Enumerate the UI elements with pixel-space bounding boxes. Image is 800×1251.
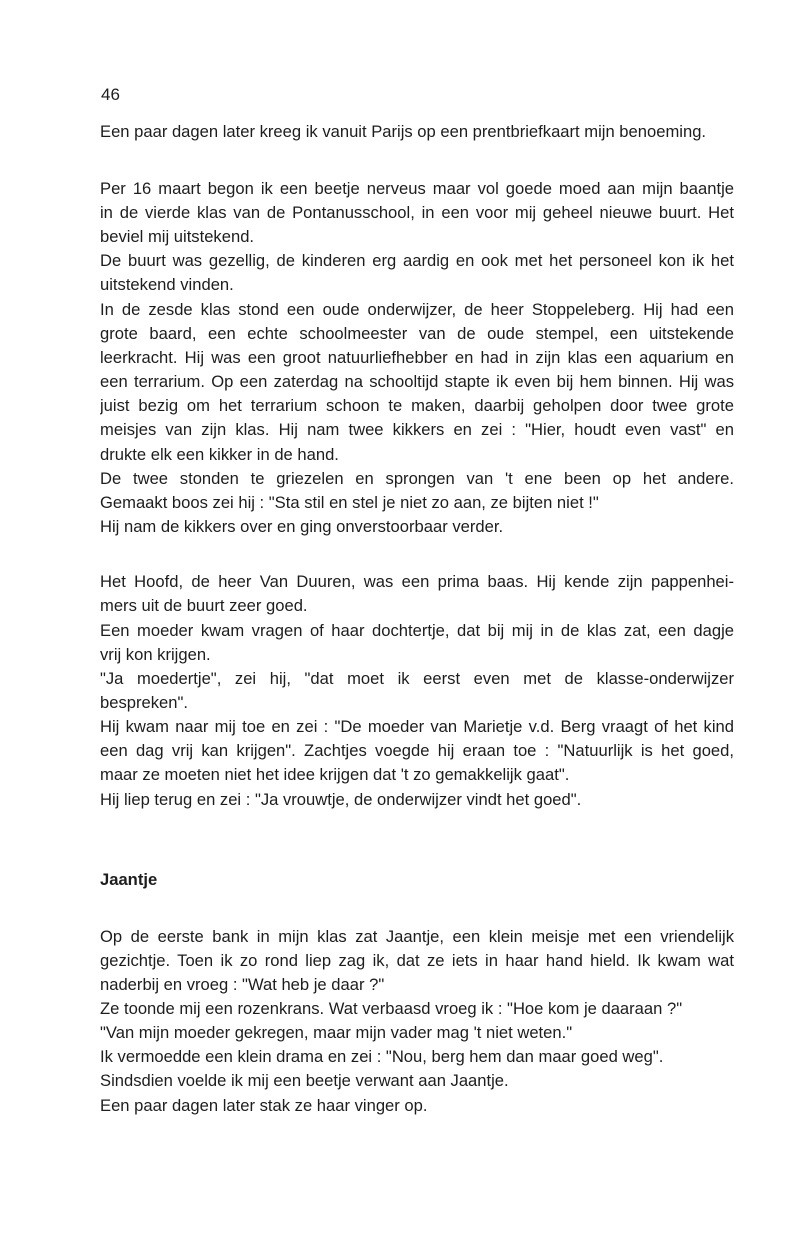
paragraph-line: De buurt was gezellig, de kinderen erg aardig en ook met het personeel kon ik het: [100, 251, 734, 270]
paragraph-line: Een paar dagen later kreeg ik vanuit Parijs op een prentbriefkaart mijn benoeming.: [100, 122, 707, 141]
paragraph-line: een terrarium. Op een zaterdag na schooltijd stapte ik even bij hem binnen. Hij was: [100, 372, 734, 391]
paragraph-line: naderbij en vroeg : "Wat heb je daar ?": [100, 975, 385, 994]
paragraph-line: drukte elk een kikker in de hand.: [100, 445, 339, 464]
paragraph-line: Gemaakt boos zei hij : "Sta stil en stel je niet zo aan, ze bijten niet !": [100, 493, 599, 512]
paragraph-line: een dag vrij kan krijgen". Zachtjes voegde hij eraan toe : "Natuurlijk is het goed,: [100, 741, 734, 760]
paragraph-line: mers uit de buurt zeer goed.: [100, 596, 308, 615]
paragraph-line: Hij kwam naar mij toe en zei : "De moeder van Marietje v.d. Berg vraagt of het kind: [100, 717, 734, 736]
paragraph-line: Een paar dagen later stak ze haar vinger op.: [100, 1096, 428, 1115]
paragraph-line: Per 16 maart begon ik een beetje nerveus maar vol goede moed aan mijn baantje: [100, 179, 734, 198]
paragraph-line: Hij nam de kikkers over en ging onverstoorbaar verder.: [100, 517, 504, 536]
paragraph-line: Ze toonde mij een rozenkrans. Wat verbaasd vroeg ik : "Hoe kom je daaraan ?": [100, 999, 683, 1018]
paragraph-line: juist bezig om het terrarium schoon te maken, daarbij geholpen door twee grote: [100, 396, 734, 415]
paragraph-line: maar ze moeten niet het idee krijgen dat 't zo gemakkelijk gaat".: [100, 765, 570, 784]
paragraph-line: Op de eerste bank in mijn klas zat Jaantje, een klein meisje met een vriendelijk: [100, 927, 734, 946]
page-number: 46: [101, 85, 120, 104]
paragraph-line: In de zesde klas stond een oude onderwijzer, de heer Stoppeleberg. Hij had een: [100, 300, 734, 319]
paragraph-line: uitstekend vinden.: [100, 275, 234, 294]
paragraph-line: vrij kon krijgen.: [100, 645, 211, 664]
paragraph-line: Het Hoofd, de heer Van Duuren, was een prima baas. Hij kende zijn pappenhei-: [100, 572, 734, 591]
paragraph-line: De twee stonden te griezelen en sprongen van 't ene been op het andere.: [100, 469, 734, 488]
paragraph-line: Sindsdien voelde ik mij een beetje verwant aan Jaantje.: [100, 1071, 509, 1090]
paragraph-line: Ik vermoedde een klein drama en zei : "Nou, berg hem dan maar goed weg".: [100, 1047, 664, 1066]
paragraph-line: beviel mij uitstekend.: [100, 227, 255, 246]
paragraph-line: bespreken".: [100, 693, 188, 712]
paragraph-line: leerkracht. Hij was een groot natuurliefhebber en had in zijn klas een aquarium en: [100, 348, 734, 367]
paragraph-line: "Van mijn moeder gekregen, maar mijn vader mag 't niet weten.": [100, 1023, 573, 1042]
paragraph-line: grote baard, een echte schoolmeester van de oude stempel, een uitstekende: [100, 324, 734, 343]
paragraph-line: "Ja moedertje", zei hij, "dat moet ik eerst even met de klasse-onderwijzer: [100, 669, 734, 688]
paragraph-line: meisjes van zijn klas. Hij nam twee kikkers en zei : "Hier, houdt even vast" en: [100, 420, 734, 439]
section-heading: Jaantje: [100, 870, 158, 889]
paragraph-line: gezichtje. Toen ik zo rond liep zag ik, dat ze iets in haar hand hield. Ik kwam wat: [100, 951, 734, 970]
paragraph-line: Hij liep terug en zei : "Ja vrouwtje, de onderwijzer vindt het goed".: [100, 790, 582, 809]
paragraph-line: Een moeder kwam vragen of haar dochtertje, dat bij mij in de klas zat, een dagje: [100, 621, 734, 640]
paragraph-line: in de vierde klas van de Pontanusschool, in een voor mij geheel nieuwe buurt. Het: [100, 203, 734, 222]
